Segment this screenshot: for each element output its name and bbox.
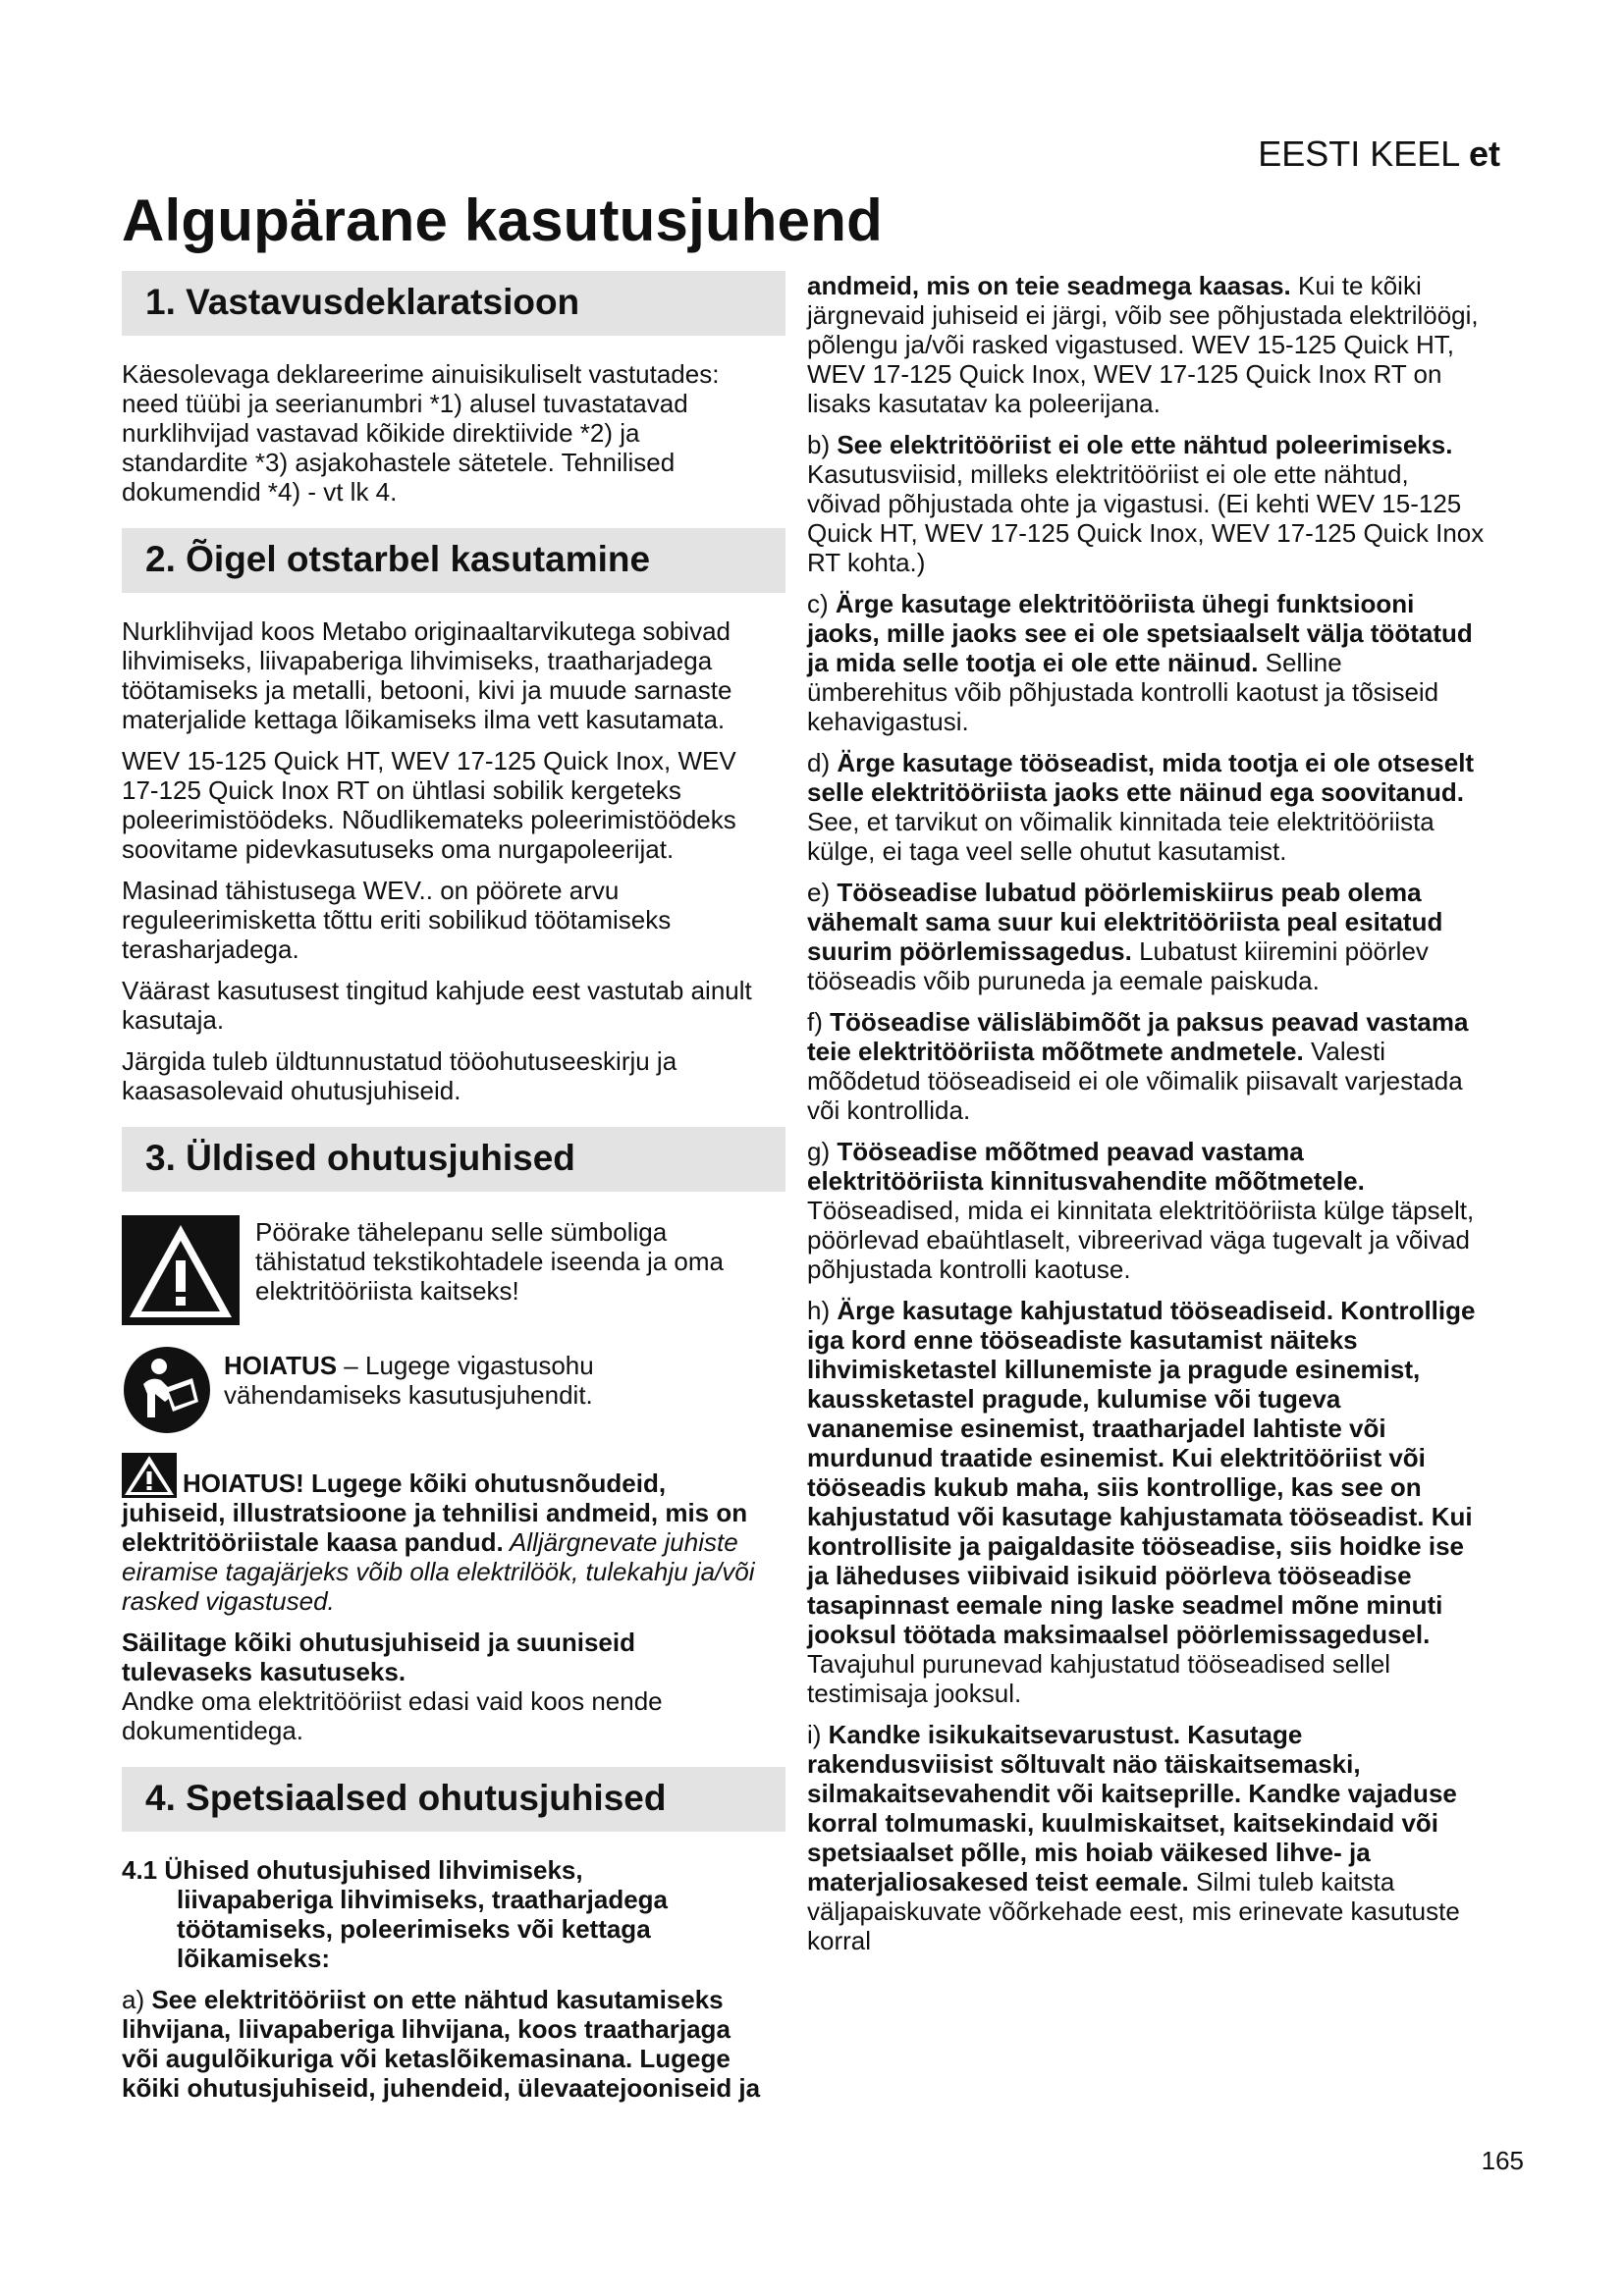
item-a-bold: See elektritööriist on ette nähtud kasutamiseks lihvijana, liivapaberiga lihvijana, koos traatharjaga või augulõikuriga või ketaslõikemasinana. Lugege kõiki ohutusjuhiseid, juhendeid, ülevaatejooniseid ja [122, 1985, 761, 2103]
item-c [807, 589, 1485, 736]
item-a [122, 1985, 770, 2103]
right-column [807, 271, 1485, 1967]
symbol-note [122, 1215, 770, 1325]
subsection-title-rest: liivapaberiga lihvimiseks, traatharjadega töötamiseks, poleerimiseks või kettaga lõikamiseks: [177, 1885, 669, 1973]
language-label [1258, 133, 1500, 175]
item-b-prefix: b) [807, 430, 838, 459]
hoiatus-label: HOIATUS [224, 1351, 338, 1380]
item-a-cont-bold: andmeid, mis on teie seadmega kaasas. [807, 271, 1291, 300]
page-title: Algupärane kasutusjuhend [122, 187, 883, 253]
item-d-bold: Ärge kasutage tööseadist, mida tootja ei ole otseselt selle elektritööriista jaoks ette näinud ega soovitanud. [807, 748, 1475, 807]
item-i-text: Silmi tuleb kaitsta väljapaiskuvate võõrkehade eest, mis erinevate kasutuste korral [807, 1867, 1460, 1955]
item-h-prefix: h) [807, 1296, 838, 1325]
item-i [807, 1720, 1485, 1955]
item-e-bold: Tööseadise lubatud pöörlemiskiirus peab olema vähemalt sama suur kui elektritööriista peal esitatud suurim pöörlemissagedus. [807, 878, 1443, 966]
item-g-bold: Tööseadise mõõtmed peavad vastama elektritööriista kinnitusvahendite mõõtmetele. [807, 1137, 1365, 1196]
read-manual-text [224, 1343, 770, 1410]
item-b-bold: See elektritööriist ei ole ette nähtud poleerimiseks. [837, 430, 1453, 459]
section-heading-3: 3. Üldised ohutusjuhised [122, 1127, 785, 1192]
item-a-cont-text: Kui te kõiki järgnevaid juhiseid ei järgi, võib see põhjustada elektrilöögi, põlengu ja/või rasked vigastused. WEV 15-125 Quick HT, WEV 17-125 Quick Inox, WEV 17-125 Quick Inox RT on lisaks kasutatav ka poleerijana. [807, 271, 1479, 418]
read-manual-note [122, 1343, 770, 1435]
item-d-prefix: d) [807, 748, 838, 777]
symbol-note-text: Pöörake tähelepanu selle sümboliga tähistatud tekstikohtadele iseenda ja oma elektritööriista kaitseks! [255, 1217, 724, 1306]
item-f [807, 1007, 1485, 1125]
small-warning-icon [122, 1453, 177, 1498]
left-column [122, 271, 770, 2114]
section-2-paragraph-4: Väärast kasutusest tingitud kahjude eest vastutab ainult kasutaja. [122, 976, 752, 1035]
item-c-bold: Ärge kasutage elektritööriista ühegi funktsiooni jaoks, mille jaoks see ei ole spetsiaalselt välja töötatud ja mida selle tootja ei ole ette näinud. [807, 589, 1473, 677]
item-h [807, 1296, 1485, 1708]
item-g-text: Tööseadised, mida ei kinnitata elektritööriista külge täpselt, pöörlevad ebaühtlaselt, vibreerivad väga tugevalt ja võivad põhjustada kontrolli kaotuse. [807, 1196, 1475, 1284]
read-manual-icon [122, 1345, 212, 1435]
item-c-text: Selline ümberehitus võib põhjustada kontrolli kaotust ja tõsiseid kehavigastusi. [807, 648, 1439, 736]
subsection-4-1-heading [122, 1855, 770, 1973]
item-d [807, 748, 1485, 866]
item-i-bold: Kandke isikukaitsevarustust. Kasutage rakendusviisist sõltuvalt näo täiskaitsemaski, silmakaitsevahendit või kaitseprille. Kandke vajaduse korral tolmumaski, kuulmiskaitset, kaitsekindaid või spetsiaalset põlle, mis hoiab väikesed lihve- ja materjaliosakesed teist eemale. [807, 1720, 1457, 1896]
subsection-title-first: Ühised ohutusjuhised lihvimiseks, [164, 1855, 583, 1885]
subsection-number: 4.1 [122, 1855, 158, 1885]
section-heading-1: 1. Vastavusdeklaratsioon [122, 271, 785, 336]
item-h-bold: Ärge kasutage kahjustatud tööseadiseid. Kontrollige iga kord enne tööseadiste kasutamist näiteks lihvimisketastel killunemiste ja pragude esinemist, kaussketastel pragude, kulumise või tugeva vananemise esinemist, traatharjadel lahtiste või murdunud traatide esinemist. Kui elektritööriist või tööseadis kukub maha, siis kontrollige, kas see on kahjustatud või kasutage kahjustamata tööseadist. Kui kontrollisite ja paigaldasite tööseadise, siis hoidke ise ja läheduses viibivaid isikuid pöörleva tööseadise tasapinnast eemale ning laske seadmel mõne minuti jooksul töötada maksimaalsel pöörlemissagedusel. [807, 1296, 1476, 1649]
section-heading-2: 2. Õigel otstarbel kasutamine [122, 528, 785, 593]
section-2-paragraph-2: WEV 15-125 Quick HT, WEV 17-125 Quick Inox, WEV 17-125 Quick Inox RT on ühtlasi sobilik kergeteks poleerimistöödeks. Nõudlikemateks poleerimistöödeks soovitame pidevkasutuseks oma nurgapoleerijat. [122, 746, 736, 864]
item-e-text: Lubatust kiiremini pöörlev tööseadis võib puruneda ja eemale paiskuda. [807, 936, 1429, 995]
general-warning [122, 1453, 770, 1616]
item-f-prefix: f) [807, 1007, 831, 1037]
page-number: 165 [1481, 2146, 1524, 2175]
language-name: EESTI KEEL [1258, 133, 1459, 174]
hoiatus-text: – Lugege vigastusohu vähendamiseks kasutusjuhendit. [224, 1351, 594, 1410]
language-code: et [1468, 133, 1500, 174]
section-2-paragraph-5: Järgida tuleb üldtunnustatud tööohutuseeskirju ja kaasasolevaid ohutusjuhiseid. [122, 1046, 677, 1105]
keep-instructions [122, 1628, 770, 1745]
item-b-text: Kasutusviisid, milleks elektritööriist ei ole ette nähtud, võivad põhjustada ohte ja vigastusi. (Ei kehti WEV 15-125 Quick HT, WEV 17-125 Quick Inox, WEV 17-125 Quick Inox RT kohta.) [807, 459, 1485, 577]
general-warning-italic: Alljärgnevate juhiste eiramise tagajärjeks võib olla elektrilöök, tulekahju ja/või rasked vigastused. [122, 1527, 755, 1616]
item-f-text: Valesti mõõdetud tööseadiseid ei ole võimalik piisavalt varjestada või kontrollida. [807, 1037, 1463, 1125]
section-heading-4: 4. Spetsiaalsed ohutusjuhised [122, 1767, 785, 1832]
item-f-bold: Tööseadise välisläbimõõt ja paksus peavad vastama teie elektritööriista mõõtmete andmetele. [807, 1007, 1469, 1066]
item-i-prefix: i) [807, 1720, 829, 1749]
item-g-prefix: g) [807, 1137, 838, 1166]
section-2-paragraph-3: Masinad tähistusega WEV.. on pöörete arvu reguleerimisketta tõttu eriti sobilikud töötamiseks terasharjadega. [122, 876, 672, 964]
item-h-text: Tavajuhul purunevad kahjustatud tööseadised sellel testimisaja jooksul. [807, 1649, 1391, 1708]
item-a-prefix: a) [122, 1985, 152, 2014]
keep-instructions-text: Andke oma elektritööriist edasi vaid koos nende dokumentidega. [122, 1686, 663, 1745]
warning-triangle-icon [122, 1215, 240, 1325]
item-e-prefix: e) [807, 878, 838, 907]
general-warning-bold: HOIATUS! Lugege kõiki ohutusnõudeid, juhiseid, illustratsioone ja tehnilisi andmeid, mis on elektritööriistale kaasa pandud. [122, 1468, 748, 1557]
item-a-continued [807, 271, 1485, 418]
keep-instructions-bold: Säilitage kõiki ohutusjuhiseid ja suuniseid tulevaseks kasutuseks. [122, 1628, 635, 1686]
item-d-text: See, et tarvikut on võimalik kinnitada teie elektritööriista külge, ei taga veel selle ohutut kasutamist. [807, 807, 1435, 866]
item-b [807, 430, 1485, 577]
section-1-paragraph: Käesolevaga deklareerime ainuisikuliselt vastutades: need tüübi ja seerianumbri *1) alusel tuvastatavad nurklihvijad vastavad kõikide direktiivide *2) ja standardite *3) asjakohastele sätetele. Tehnilised dokumendid *4) - vt lk 4. [122, 359, 720, 507]
item-g [807, 1137, 1485, 1284]
item-c-prefix: c) [807, 589, 836, 618]
section-2-paragraph-1: Nurklihvijad koos Metabo originaaltarvikutega sobivad lihvimiseks, liivapaberiga lihvimiseks, traatharjadega töötamiseks ja metalli, betooni, kivi ja muude sarnaste materjalide kettaga lõikamiseks ilma vett kasutamata. [122, 616, 732, 734]
item-e [807, 878, 1485, 995]
